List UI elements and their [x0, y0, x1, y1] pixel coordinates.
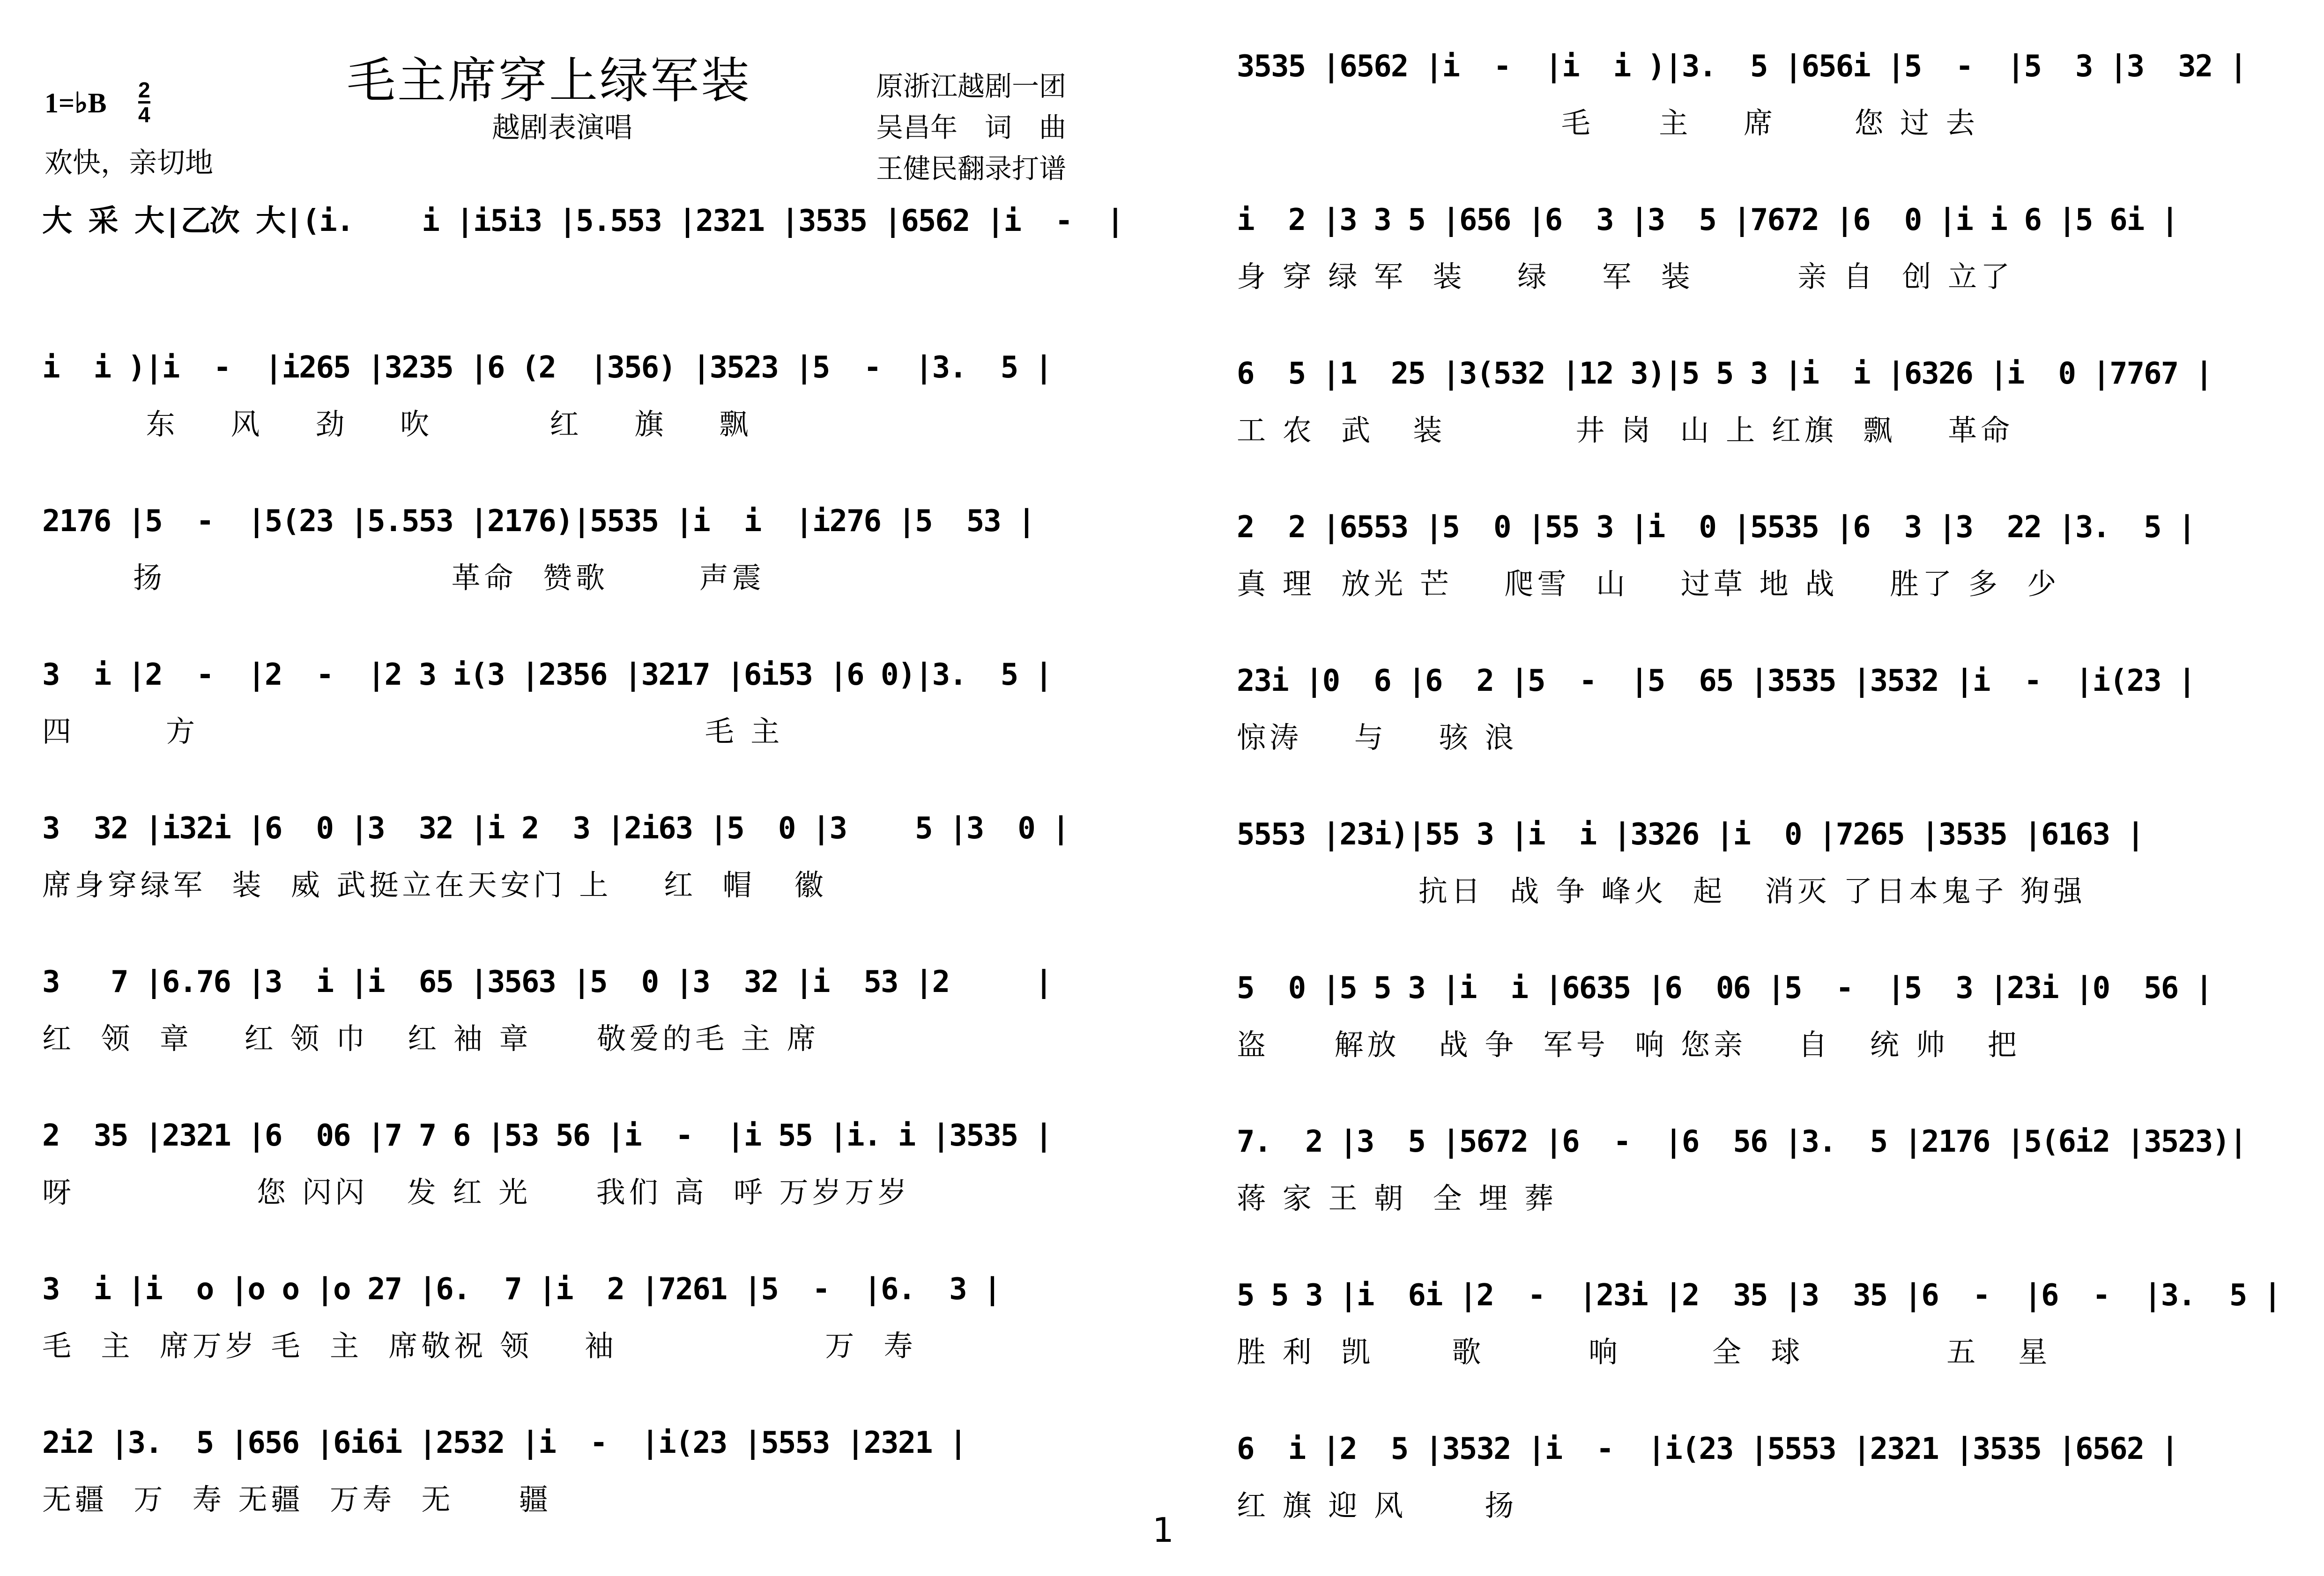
notation-line: 5 0 |5 5 3 |i i |6635 |6 06 |5 - |5 3 |23i |0 56 | — [1237, 971, 2213, 1006]
notation-line: i 2 |3 3 5 |656 |6 3 |3 5 |7672 |6 0 |i i 6 |5 6i | — [1237, 203, 2178, 237]
meter-denominator: 4 — [138, 101, 150, 126]
page-subtitle: 越剧表演唱 — [492, 111, 632, 144]
notation-line: 3 i |i o |o o |o 27 |6. 7 |i 2 |7261 |5 - |6. 3 | — [42, 1272, 1001, 1307]
lyrics-line: 盗 解放 战 争 军号 响 您亲 自 统 帅 把 — [1237, 1028, 2020, 1062]
notation-line: i i )|i - |i265 |3235 |6 (2 |356) |3523 |5 - |3. 5 | — [42, 350, 1052, 385]
music-system — [42, 955, 1101, 1109]
music-system — [42, 648, 1101, 802]
credits — [876, 66, 1066, 189]
music-system — [42, 1109, 1101, 1263]
music-system — [1237, 808, 2305, 962]
meter-numerator: 2 — [138, 78, 150, 102]
lyrics-line: 身 穿 绿 军 装 绿 军 装 亲 自 创 立了 — [1237, 259, 2014, 294]
page-number: 1 — [1152, 1510, 1174, 1550]
right-column — [1237, 40, 2305, 1576]
lyrics-line: 呀 您 闪闪 发 红 光 我们 高 呼 万岁万岁 — [42, 1175, 911, 1209]
tempo-marking: 欢快，亲切地 — [45, 147, 213, 179]
key-signature: 1=♭B — [45, 88, 107, 118]
notation-line: 6 i |2 5 |3532 |i - |i(23 |5553 |2321 |3535 |6562 | — [1237, 1432, 2178, 1466]
lyrics-line: 四 方 毛 主 — [42, 714, 784, 748]
lyrics-line: 红 领 章 红 领 巾 红 袖 章 敬爱的毛 主 席 — [42, 1021, 820, 1056]
credit-line: 王健民翻录打谱 — [876, 153, 1067, 185]
music-system — [1237, 654, 2305, 808]
lyrics-line: 蒋 家 王 朝 全 埋 葬 — [1237, 1181, 1557, 1215]
lyrics-line: 毛 主 席 您 过 去 — [1237, 106, 1979, 140]
notation-line: 23i |0 6 |6 2 |5 - |5 65 |3535 |3532 |i - |i(23 | — [1237, 664, 2195, 698]
lyrics-line: 抗日 战 争 峰火 起 消灭 了日本鬼子 狗强 — [1237, 874, 2086, 908]
lyrics-line: 毛 主 席万岁 毛 主 席敬祝 领 袖 万 寿 — [42, 1329, 917, 1363]
notation-line: 2 35 |2321 |6 06 |7 7 6 |53 56 |i - |i 55 |i. i |3535 | — [42, 1118, 1052, 1153]
music-system — [1237, 40, 2305, 193]
music-system — [1237, 1269, 2305, 1422]
lyrics-line: 工 农 武 装 井 岗 山 上 红旗 飘 革命 — [1237, 413, 2014, 447]
notation-line: 3 7 |6.76 |3 i |i 65 |3563 |5 0 |3 32 |i 53 |2 | — [42, 965, 1052, 999]
music-system — [42, 1263, 1101, 1416]
notation-line: 2176 |5 - |5(23 |5.553 |2176)|5535 |i i |i276 |5 53 | — [42, 504, 1035, 539]
credit-line: 吴昌年 词 曲 — [876, 111, 1067, 143]
left-column — [42, 187, 1124, 1570]
lyrics-line: 真 理 放光 芒 爬雪 山 过草 地 战 胜了 多 少 — [1237, 567, 2060, 601]
music-system — [42, 1416, 1101, 1570]
music-system — [42, 495, 1101, 648]
notation-line: 3535 |6562 |i - |i i )|3. 5 |656i |5 - |5 3 |3 32 | — [1237, 49, 2247, 84]
notation-line: 5553 |23i)|55 3 |i i |3326 |i 0 |7265 |3535 |6163 | — [1237, 817, 2144, 852]
notation-line: 6 5 |1 25 |3(532 |12 3)|5 5 3 |i i |6326 |i 0 |7767 | — [1237, 356, 2213, 391]
music-system — [1237, 1115, 2305, 1269]
lyrics-line: 胜 利 凯 歌 响 全 球 五 星 — [1237, 1335, 2051, 1369]
lyrics-line: 东 风 劲 吹 红 旗 飘 — [42, 407, 752, 441]
music-system — [42, 341, 1101, 495]
music-system — [1237, 501, 2305, 654]
notation-line: 5 5 3 |i 6i |2 - |23i |2 35 |3 35 |6 - |6 - |3. 5 | — [1237, 1278, 2281, 1313]
music-system — [1237, 962, 2305, 1115]
music-system — [1237, 193, 2305, 347]
music-system — [1237, 1422, 2305, 1576]
time-signature — [138, 79, 150, 126]
lyrics-line: 惊涛 与 骇 浪 — [1237, 720, 1518, 755]
notation-line: 7. 2 |3 5 |5672 |6 - |6 56 |3. 5 |2176 |5(6i2 |3523)| — [1237, 1125, 2247, 1159]
page-title: 毛主席穿上绿军装 — [347, 52, 752, 109]
notation-line: 3 i |2 - |2 - |2 3 i(3 |2356 |3217 |6i53 |6 0)|3. 5 | — [42, 658, 1052, 692]
credit-line: 原浙江越剧一团 — [876, 70, 1067, 102]
music-system — [1237, 347, 2305, 501]
notation-line: 3 32 |i32i |6 0 |3 32 |i 2 3 |2i63 |5 0 |3 5 |3 0 | — [42, 811, 1069, 846]
notation-line: 大 采 大|乙次 大|(i. i |i5i3 |5.553 |2321 |3535 |6562 |i - | — [42, 204, 1124, 238]
lyrics-line: 席身穿绿军 装 威 武挺立在天安门 上 红 帽 徽 — [42, 868, 827, 902]
notation-line: 2 2 |6553 |5 0 |55 3 |i 0 |5535 |6 3 |3 22 |3. 5 | — [1237, 510, 2195, 545]
lyrics-line: 扬 革命 赞歌 声震 — [42, 561, 765, 595]
music-system — [42, 802, 1101, 955]
notation-line: 2i2 |3. 5 |656 |6i6i |2532 |i - |i(23 |5553 |2321 | — [42, 1426, 966, 1460]
lyrics-line: 红 旗 迎 风 扬 — [1237, 1488, 1518, 1523]
music-system — [42, 187, 1124, 341]
lyrics-line: 无疆 万 寿 无疆 万寿 无 疆 — [42, 1482, 552, 1517]
